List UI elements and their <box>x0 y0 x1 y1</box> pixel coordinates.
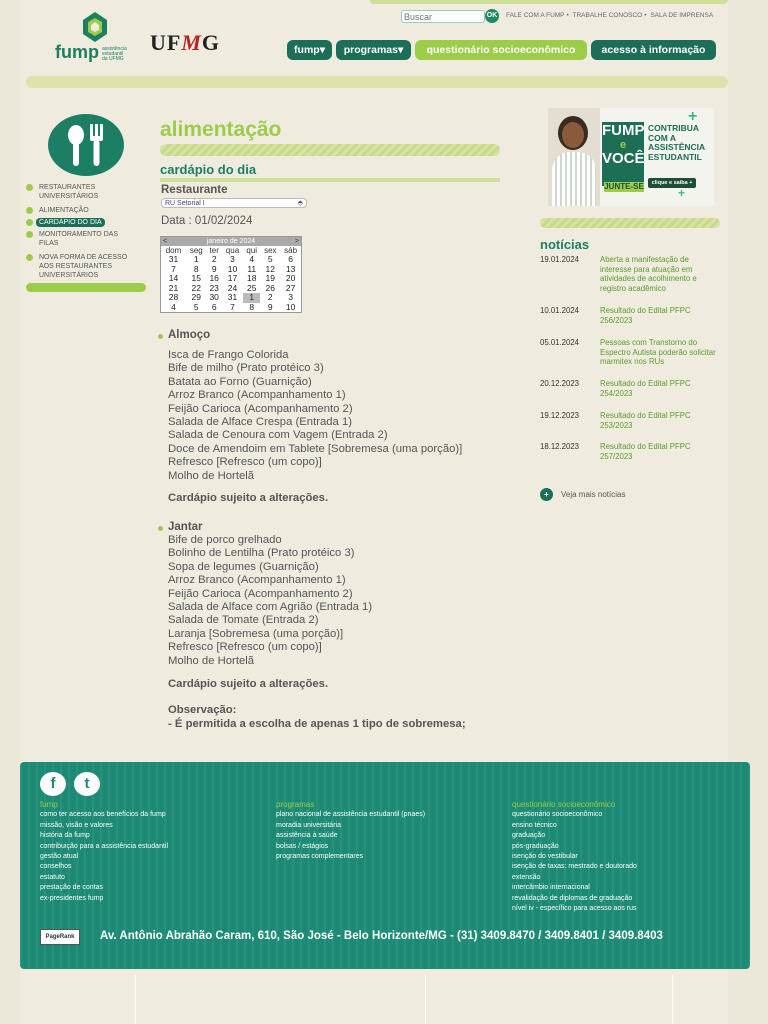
calendar-day[interactable]: 26 <box>265 282 276 293</box>
menu-item: Feijão Carioca (Acompanhamento 2) <box>168 587 353 600</box>
sidebar-item-cardapio[interactable]: CARDÁPIO DO DIA <box>26 218 131 227</box>
calendar-weekday: qua <box>225 246 240 255</box>
calendar-day[interactable]: 18 <box>247 273 257 283</box>
calendar-day[interactable]: 2 <box>267 292 273 302</box>
restaurant-label: Restaurante <box>161 184 228 196</box>
calendar-weekday: dom <box>165 246 182 255</box>
footer-link[interactable]: prestação de contas <box>40 884 104 892</box>
calendar-day[interactable]: 1 <box>193 254 199 264</box>
footer-divider <box>135 975 136 1024</box>
footer-link[interactable]: intercâmbio internacional <box>512 884 590 892</box>
bullet-icon <box>26 254 33 261</box>
footer-link[interactable]: bolsas / estágios <box>276 842 329 850</box>
calendar-day[interactable]: 20 <box>285 273 296 283</box>
menu-item: Salada de Cenoura com Vagem (Entrada 2) <box>168 429 388 442</box>
calendar-day[interactable]: 30 <box>209 292 219 302</box>
news-link[interactable]: Resultado do Edital PFPC 256/2023 <box>600 306 691 325</box>
calendar-day[interactable]: 12 <box>265 263 276 274</box>
footer-link[interactable]: gestão atual <box>40 853 79 861</box>
footer-heading[interactable]: fump <box>40 800 58 809</box>
calendar-weekday: seg <box>189 246 203 255</box>
calendar-weekday: qui <box>246 246 258 255</box>
calendar-day[interactable]: 5 <box>193 301 199 312</box>
calendar-day[interactable]: 4 <box>249 254 255 264</box>
footer-address: Av. Antônio Abrahão Caram, 610, São José - Belo Horizonte/MG - (31) 3409.8470 / 3409.8401 / 3409.8403 <box>100 930 663 942</box>
footer-link[interactable]: estatuto <box>40 873 65 881</box>
calendar-day[interactable]: 11 <box>247 263 257 274</box>
jantar-note: Cardápio sujeito a alterações. <box>168 678 329 690</box>
news-date: 05.01.2024 <box>540 338 580 347</box>
facebook-icon[interactable]: f <box>40 772 66 796</box>
nav-programas[interactable]: programas▾ <box>336 40 411 60</box>
link-sala-de-imprensa[interactable]: SALA DE IMPRENSA <box>650 12 714 19</box>
calendar-month-label: janeiro de 2024 <box>206 238 256 245</box>
footer-divider <box>425 975 426 1024</box>
footer-column-fump <box>40 800 168 904</box>
bullet-icon <box>26 184 33 191</box>
calendar-weekday: sáb <box>284 246 298 255</box>
nav-acesso-informacao[interactable]: acesso à informação <box>591 40 716 60</box>
calendar-day[interactable]: 19 <box>265 273 276 283</box>
calendar-day[interactable]: 22 <box>191 282 201 293</box>
calendar-next-button[interactable]: > <box>294 238 299 245</box>
link-trabalhe-conosco[interactable]: TRABALHE CONOSCO <box>572 12 643 19</box>
footer-link[interactable]: assistência à saúde <box>276 832 338 840</box>
footer-link[interactable]: ex-presidentes fump <box>40 894 104 902</box>
calendar <box>160 236 302 313</box>
calendar-day[interactable]: 23 <box>209 282 219 293</box>
banner-fump-voce: FUMP e VOCÊ <box>602 122 644 186</box>
banner-join: JUNTE-SE <box>604 182 644 191</box>
news-item[interactable] <box>540 306 720 325</box>
calendar-weekday: sex <box>264 246 277 255</box>
footer-column-questionario <box>512 800 637 914</box>
news-link[interactable]: Aberta a manifestação de interesse para atuação em atividades de acolhimento e registro acadêmico <box>600 255 697 293</box>
search-input[interactable] <box>401 10 485 23</box>
calendar-day[interactable]: 8 <box>249 301 255 312</box>
ufmg-logo[interactable]: UFMG <box>150 30 221 55</box>
calendar-day[interactable]: 10 <box>285 301 296 312</box>
calendar-day[interactable]: 4 <box>171 301 176 312</box>
sidebar-item-alimentacao[interactable]: ALIMENTAÇÃO <box>26 206 131 215</box>
calendar-day[interactable]: 3 <box>288 292 293 302</box>
calendar-day[interactable]: 14 <box>168 273 179 283</box>
almoco-heading: Almoço <box>168 329 211 341</box>
footer-heading[interactable]: questionário socioeconômico <box>512 800 616 809</box>
calendar-day[interactable]: 31 <box>227 292 238 302</box>
news-item[interactable] <box>540 442 720 461</box>
menu-item: Salada de Alface com Agrião (Entrada 1) <box>168 601 373 614</box>
select-arrow-icon: ⬘ <box>297 200 303 207</box>
news-date: 19.12.2023 <box>540 411 580 420</box>
nav-fump[interactable]: fump▾ <box>287 40 332 60</box>
news-item[interactable] <box>540 338 720 367</box>
calendar-weekday: ter <box>209 246 219 255</box>
jantar-heading: Jantar <box>168 521 203 533</box>
menu-item: Sopa de legumes (Guarnição) <box>168 560 319 573</box>
footer-link[interactable]: revalidação de diplomas de graduação <box>512 894 633 902</box>
footer-link[interactable]: contribuição para a assistência estudantil <box>40 842 169 850</box>
footer-link[interactable]: isenção de taxas: mestrado e doutorado <box>512 863 637 871</box>
plus-decoration-icon: + <box>678 186 686 200</box>
news-link[interactable]: Pessoas com Transtorno do Espectro Autista poderão solicitar marmitex nos RUs <box>600 338 716 366</box>
calendar-day[interactable]: 7 <box>230 301 235 312</box>
bullet-icon <box>26 207 33 214</box>
menu-item: Isca de Frango Colorida <box>168 349 289 361</box>
link-fale-com-a-fump[interactable]: FALE COM A FUMP <box>506 12 565 19</box>
footer-link[interactable]: moradia universitária <box>276 821 341 829</box>
calendar-day[interactable]: 28 <box>168 292 179 302</box>
calendar-day[interactable]: 29 <box>191 292 201 302</box>
date-display: Data : 01/02/2024 <box>161 215 253 227</box>
calendar-day[interactable]: 25 <box>247 282 257 293</box>
menu-item: Arroz Branco (Acompanhamento 1) <box>168 389 346 402</box>
news-item[interactable] <box>540 411 720 430</box>
news-link[interactable]: Resultado do Edital PFPC 254/2023 <box>600 379 691 398</box>
calendar-day[interactable]: 6 <box>211 301 217 312</box>
calendar-day[interactable]: 2 <box>211 254 217 264</box>
calendar-prev-button[interactable]: < <box>163 238 168 245</box>
footer-link[interactable]: plano nacional de assistência estudantil (pnaes) <box>276 811 426 819</box>
bullet-icon <box>26 231 33 238</box>
menu-item: Salada de Alface Crespa (Entrada 1) <box>168 416 352 429</box>
footer-column-programas <box>276 800 425 862</box>
sidebar-bottom-bar <box>26 283 146 292</box>
calendar-day[interactable]: 5 <box>267 254 273 264</box>
footer-link[interactable]: conselhos <box>40 863 72 871</box>
menu-item: Feijão Carioca (Acompanhamento 2) <box>168 402 353 415</box>
calendar-day[interactable]: 16 <box>209 273 219 283</box>
menu-item: Refresco [Refresco (um copo)] <box>168 641 322 654</box>
news-item[interactable] <box>540 379 720 398</box>
footer-link[interactable]: nível iv - específico para acesso aos rus <box>512 905 637 913</box>
bullet-icon <box>158 334 163 339</box>
menu-item: Doce de Amendoim em Tablete [Sobremesa (uma porção)] <box>168 442 463 455</box>
news-date: 10.01.2024 <box>540 306 580 315</box>
nav-questionario[interactable]: questionário socioeconômico <box>415 40 587 60</box>
news-date: 19.01.2024 <box>540 255 580 264</box>
calendar-day[interactable]: 9 <box>267 301 273 312</box>
menu-item: Salada de Tomate (Entrada 2) <box>168 614 319 627</box>
restaurant-select[interactable]: RU Setorial I ⬘ <box>161 198 307 208</box>
calendar-day[interactable]: 3 <box>230 254 235 264</box>
plus-icon: + <box>540 488 553 501</box>
footer-heading[interactable]: programas <box>276 800 315 809</box>
subtitle-underline <box>160 178 500 182</box>
footer-link[interactable]: extensão <box>512 873 541 881</box>
footer-link[interactable]: questionário socioeconômico <box>512 811 603 819</box>
footer-link[interactable]: missão, visão e valores <box>40 821 113 829</box>
calendar-day[interactable]: 24 <box>227 282 238 293</box>
calendar-day[interactable]: 6 <box>288 254 293 264</box>
news-link[interactable]: Resultado do Edital PFPC 253/2023 <box>600 411 691 430</box>
calendar-day[interactable]: 7 <box>171 263 176 274</box>
section-subtitle: cardápio do dia <box>160 162 257 177</box>
sidebar-item-monitoramento[interactable]: MONITORAMENTO DAS FILAS <box>26 230 131 248</box>
bullet-icon <box>26 219 33 226</box>
food-section-icon <box>48 114 124 176</box>
fump-logo-tagline-3: da UFMG <box>102 56 124 62</box>
utility-links: FALE COM A FUMP • TRABALHE CONOSCO • SALA DE IMPRENSA <box>506 12 714 19</box>
footer-link[interactable]: graduação <box>512 832 546 840</box>
calendar-day[interactable]: 15 <box>191 273 201 283</box>
almoco-note: Cardápio sujeito a alterações. <box>168 492 329 504</box>
calendar-header <box>161 237 301 246</box>
calendar-day[interactable]: 13 <box>285 263 296 274</box>
observation-text: - É permitida a escolha de apenas 1 tipo de sobremesa; <box>168 718 466 730</box>
footer-divider <box>672 975 673 1024</box>
menu-item: Refresco [Refresco (um copo)] <box>168 456 322 469</box>
calendar-week <box>161 303 301 313</box>
menu-item: Bife de milho (Prato protéico 3) <box>168 362 324 375</box>
pagerank-badge: PageRank <box>40 929 80 945</box>
fump-logo-tagline-1: assistência <box>102 46 127 52</box>
calendar-day[interactable]: 8 <box>193 263 199 274</box>
menu-item: Arroz Branco (Acompanhamento 1) <box>168 574 346 587</box>
news-link[interactable]: Resultado do Edital PFPC 257/2023 <box>600 442 691 461</box>
bullet-icon <box>158 526 163 531</box>
banner-headline: CONTRIBUA COM A ASSISTÊNCIA ESTUDANTIL <box>648 123 706 162</box>
footer-link[interactable]: história da fump <box>40 832 90 840</box>
spoon-fork-icon <box>48 114 124 176</box>
news-date: 20.12.2023 <box>540 379 580 388</box>
menu-item: Laranja [Sobremesa (uma porção)] <box>168 627 344 640</box>
fump-logo[interactable] <box>55 10 145 68</box>
banner-photo <box>548 108 600 206</box>
twitter-icon[interactable]: t <box>74 772 100 796</box>
campaign-banner[interactable] <box>548 108 714 206</box>
sidebar-item-nova-forma[interactable]: NOVA FORMA DE ACESSO AOS RESTAURANTES UNIVERSITÁRIOS <box>26 253 131 280</box>
calendar-day[interactable]: 27 <box>285 282 296 293</box>
footer-link[interactable]: programas complementares <box>276 853 364 861</box>
fump-logo-text: fump <box>55 42 99 62</box>
menu-item: Bife de porco grelhado <box>168 534 282 546</box>
page-title: alimentação <box>160 118 282 141</box>
more-news-link[interactable]: + Veja mais notícias <box>540 488 625 501</box>
banner-cta-button[interactable]: clique e saiba + <box>648 178 696 188</box>
news-item[interactable] <box>540 255 720 293</box>
footer-link[interactable]: pós-graduação <box>512 842 559 850</box>
calendar-day[interactable]: 1 <box>243 293 260 303</box>
calendar-day[interactable]: 21 <box>168 282 179 293</box>
menu-item: Molho de Hortelã <box>168 469 255 482</box>
footer-link[interactable]: como ter acesso aos benefícios da fump <box>40 811 166 819</box>
menu-item: Bolinho de Lentilha (Prato protéico 3) <box>168 547 355 560</box>
search-button[interactable]: OK <box>485 9 499 23</box>
nav-divider-bar <box>26 76 728 88</box>
jantar-menu-list <box>168 534 372 668</box>
footer-link[interactable]: ensino técnico <box>512 821 557 829</box>
news-date: 18.12.2023 <box>540 442 580 451</box>
menu-item: Molho de Hortelã <box>168 654 255 667</box>
top-accent-bar <box>370 0 728 4</box>
plus-decoration-icon: + <box>688 108 698 125</box>
calendar-day[interactable]: 9 <box>211 263 217 274</box>
news-title: notícias <box>540 237 590 252</box>
news-divider-bar <box>540 218 720 228</box>
observation-label: Observação: <box>168 704 237 716</box>
calendar-day[interactable]: 10 <box>227 263 238 274</box>
fump-logo-tagline-2: estudantil <box>102 51 124 57</box>
sidebar-item-restaurantes[interactable]: RESTAURANTES UNIVERSITÁRIOS <box>26 183 131 201</box>
title-underline <box>160 144 500 156</box>
calendar-day[interactable]: 17 <box>227 273 238 283</box>
menu-item: Batata ao Forno (Guarnição) <box>168 375 312 388</box>
almoco-menu-list <box>168 349 462 483</box>
footer-link[interactable]: isenção do vestibular <box>512 853 578 861</box>
calendar-day[interactable]: 31 <box>168 254 179 264</box>
